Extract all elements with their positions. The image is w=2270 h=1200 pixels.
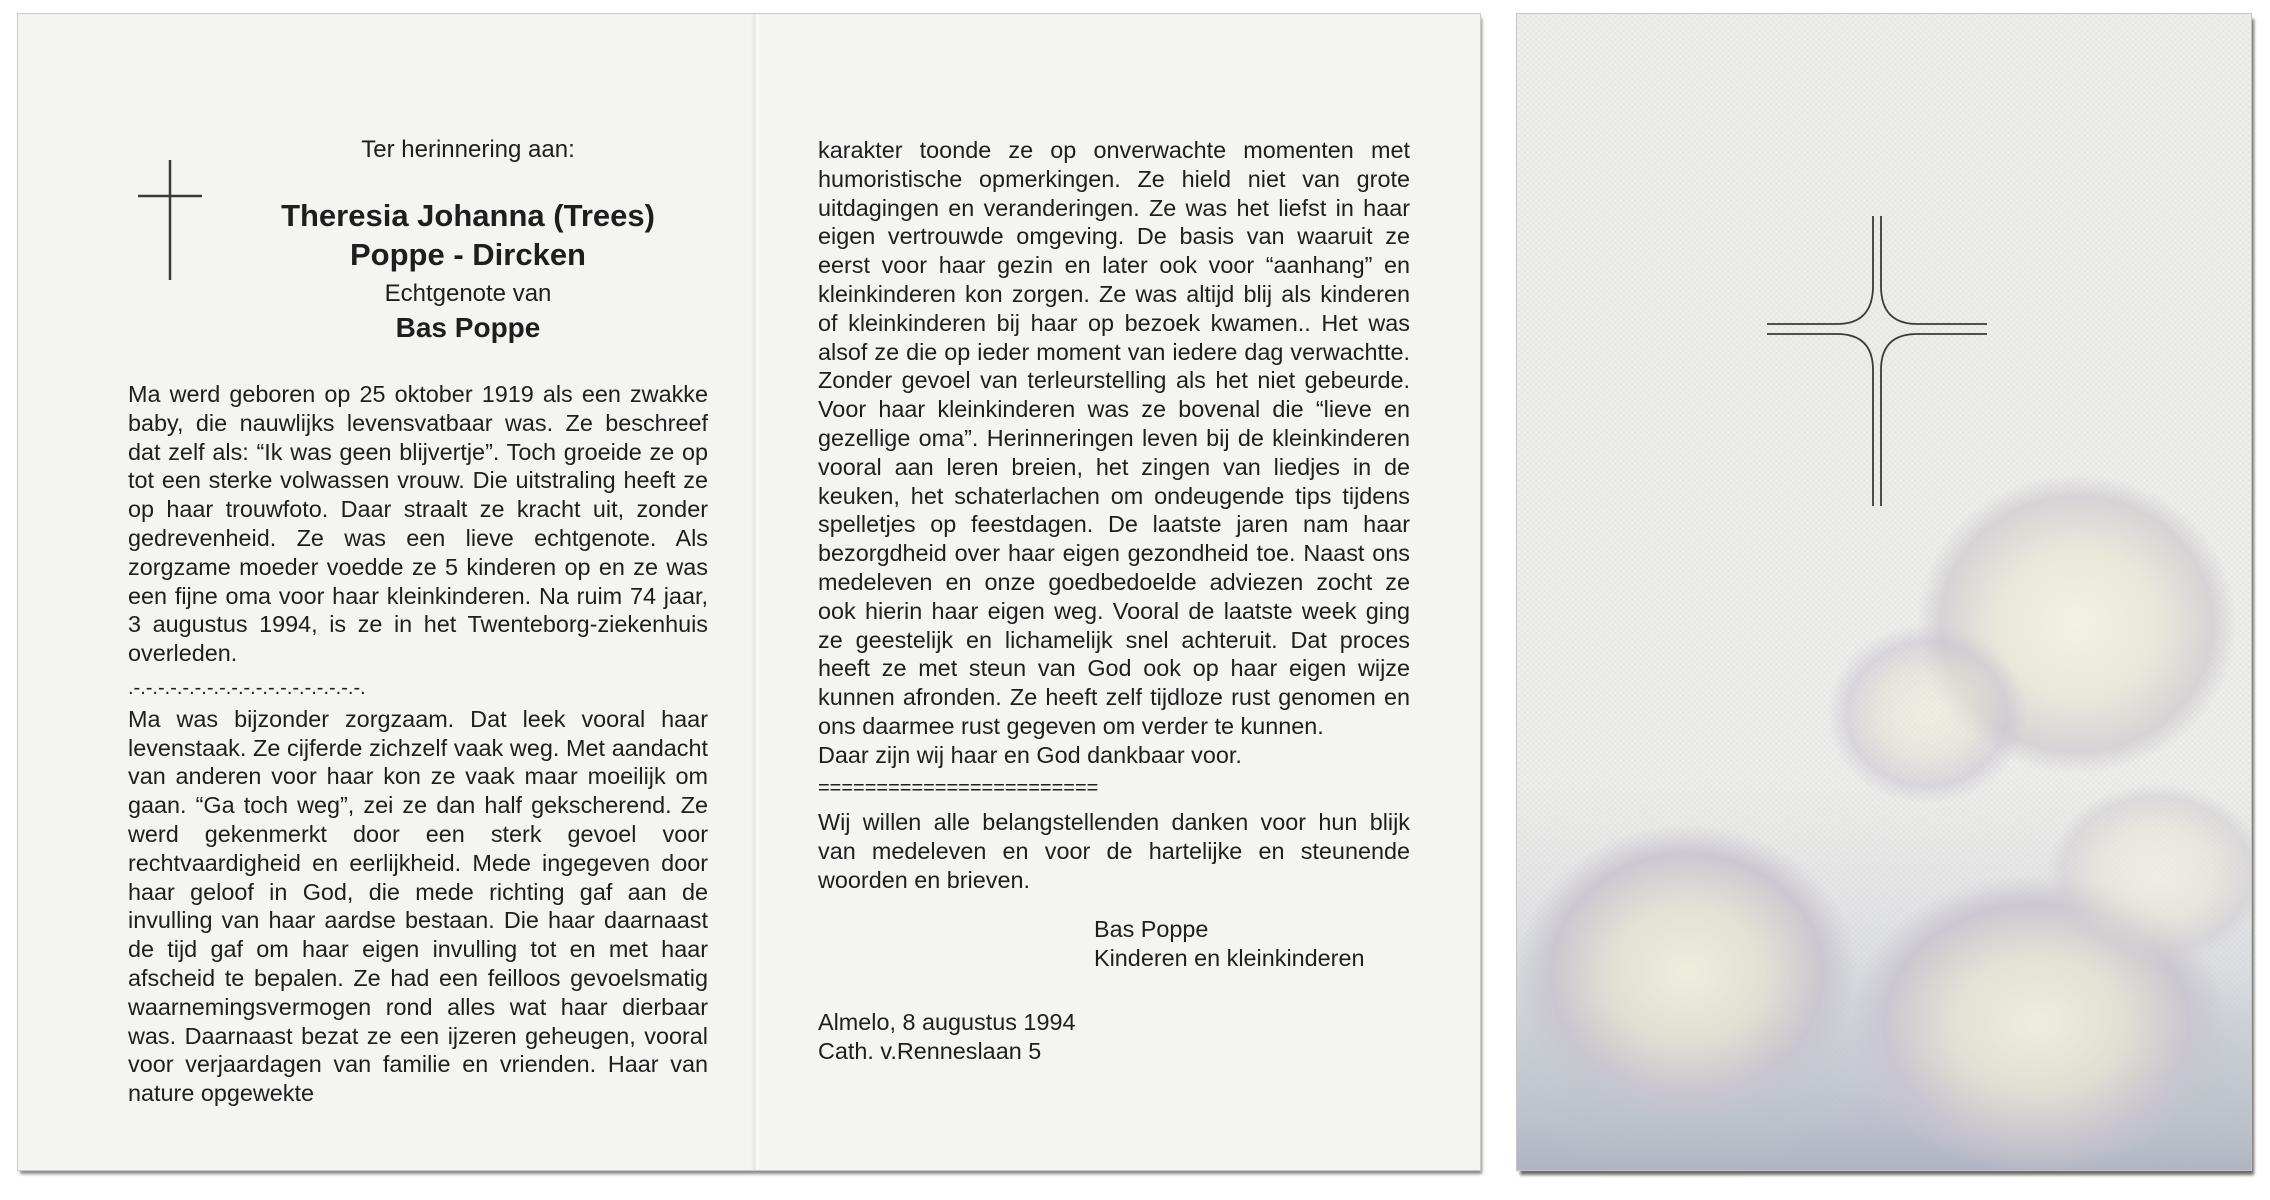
small-cross-icon: [138, 160, 202, 280]
chrysanthemum-illustration: [1517, 14, 2251, 1170]
equals-separator: ========================: [818, 776, 1099, 799]
biography-paragraph-2: Ma was bijzonder zorgzaam. Dat leek vooral haar levenstaak. Ze cijferde zichzelf vaak weg. Met aandacht van anderen voor haar kon ze vaak maar moeilijk om gaan. “Ga toch weg”, zei ze dan half gekscherend. Ze werd gekenmerkt door een sterk gevoel voor rechtvaardigheid en eerlijkheid. Mede ingegeven door haar geloof in God, die mede richting gaf aan de invulling van haar aardse bestaan. Die haar daarnaast de tijd gaf om haar eigen invulling tot en met haar afscheid te bepalen. Ze had een feilloos gevoelsmatig waarnemingsvermogen rond alles wat haar dierbaar was. Daarnaast bezat ze een ijzeren geheugen, vooral voor verjaardagen van familie en vrienden. Haar van nature opgewekte: [128, 705, 708, 1107]
memorial-card-inside: [18, 14, 1480, 1170]
spouse-name: Bas Poppe: [395, 312, 541, 343]
signature-family: Kinderen en kleinkinderen: [1094, 944, 1365, 971]
thanks-paragraph: Wij willen alle belangstellenden danken voor hun blijk van medeleven en voor de hartelijke en steunende woorden en brieven.: [818, 809, 1410, 893]
biography-paragraph-3: karakter toonde ze op onverwachte momenten met humoristische opmerkingen. Ze hield niet van grote uitdagingen en veranderingen. Ze was het liefst in haar eigen vertrouwde omgeving. De basis van waaruit ze eerst voor haar gezin en later ook voor “aanhang” en kleinkinderen kon zorgen. Ze was altijd blij als kinderen of kleinkinderen bij haar op bezoek kwamen.. Het was alsof ze die op ieder moment van iedere dag verwachtte. Zonder gevoel van terleurstelling als het niet gebeurde. Voor haar kleinkinderen was ze bovenal die “lieve en gezellige oma”. Herinneringen leven bij de kleinkinderen vooral aan leren breien, het zingen van liedjes in de keuken, het schaterlachen om ondeugende tips tijdens spelletjes op feestdagen. De laatste jaren nam haar bezorgdheid over haar eigen gezondheid toe. Naast ons medeleven en onze goedbedoelde adviezen zocht ze ook hierin haar eigen weg. Vooral de laatste week ging ze geestelijk en lichamelijk snel achteruit. Dat proces heeft ze met steun van God ook op haar eigen wijze kunnen afronden. Ze heeft zelf tijdloze rust genomen en ons daarmee rust gegeven om verder te kunnen.: [818, 137, 1410, 739]
card-fold: [751, 14, 761, 1170]
address: Cath. v.Renneslaan 5: [818, 1038, 1042, 1065]
memorial-intro: Ter herinnering aan:: [361, 136, 575, 163]
left-column: [128, 380, 708, 1108]
deceased-surname: Poppe - Dircken: [350, 237, 586, 272]
signature-name: Bas Poppe: [1094, 915, 1209, 942]
deceased-name: Theresia Johanna (Trees): [281, 198, 655, 233]
dotted-separator: .-.-.-.-.-.-.-.-.-.-.-.-.-.-.-.-.-.-.-.: [128, 676, 366, 699]
memorial-card-cover: [1517, 14, 2251, 1170]
right-column: [818, 136, 1410, 1066]
gratitude-line: Daar zijn wij haar en God dankbaar voor.: [818, 741, 1242, 768]
place-block: [818, 1008, 1410, 1066]
signature-block: [1094, 915, 1410, 973]
spouse-intro: Echtgenote van: [384, 280, 552, 307]
place-date: Almelo, 8 augustus 1994: [818, 1009, 1076, 1036]
double-line-cross-icon: [1767, 216, 1987, 506]
biography-paragraph-1: Ma werd geboren op 25 oktober 1919 als een zwakke baby, die nauwlijks levensvatbaar was. Ze beschreef dat zelf als: “Ik was geen blijvertje”. Toch groeide ze op tot een sterke volwassen vrouw. Die uitstraling heeft ze op haar trouwfoto. Daar straalt ze kracht uit, zonder gedrevenheid. Ze was een lieve echtgenote. Als zorgzame moeder voedde ze 5 kinderen op en ze was een fijne oma voor haar kleinkinderen. Na ruim 74 jaar, 3 augustus 1994, is ze in het Twenteborg-ziekenhuis overleden.: [128, 381, 708, 667]
